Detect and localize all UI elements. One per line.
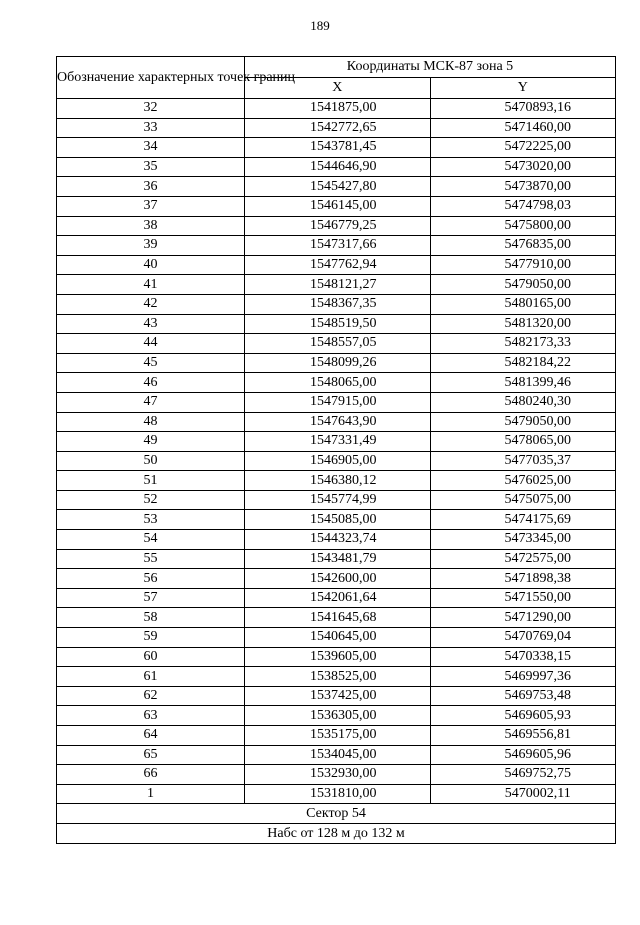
y-coordinate-cell: 5475800,00: [430, 216, 616, 236]
y-coordinate-cell: 5476025,00: [430, 471, 616, 491]
y-coordinate-cell: 5473020,00: [430, 157, 616, 177]
point-cell: 46: [57, 373, 245, 393]
point-cell: 1: [57, 784, 245, 804]
y-coordinate-cell: 5479050,00: [430, 275, 616, 295]
table-row: [57, 255, 616, 275]
point-cell: 47: [57, 392, 245, 412]
point-cell: 39: [57, 236, 245, 256]
table-row: [57, 177, 616, 197]
table-row: [57, 647, 616, 667]
table-row: [57, 373, 616, 393]
x-coordinate-cell: 1536305,00: [245, 706, 431, 726]
y-coordinate-cell: 5472575,00: [430, 549, 616, 569]
table-row: [57, 118, 616, 138]
x-coordinate-cell: 1547317,66: [245, 236, 431, 256]
y-column-header: Y: [430, 78, 616, 99]
x-coordinate-cell: 1548099,26: [245, 353, 431, 373]
x-coordinate-cell: 1547915,00: [245, 392, 431, 412]
x-coordinate-cell: 1547331,49: [245, 432, 431, 452]
y-coordinate-cell: 5471898,38: [430, 569, 616, 589]
point-cell: 66: [57, 765, 245, 785]
x-coordinate-cell: 1546779,25: [245, 216, 431, 236]
x-coordinate-cell: 1532930,00: [245, 765, 431, 785]
y-coordinate-cell: 5469605,93: [430, 706, 616, 726]
table-row: [57, 392, 616, 412]
table-row: [57, 765, 616, 785]
y-coordinate-cell: 5469752,75: [430, 765, 616, 785]
table-row: [57, 667, 616, 687]
x-coordinate-cell: 1543781,45: [245, 138, 431, 158]
point-cell: 43: [57, 314, 245, 334]
point-cell: 44: [57, 334, 245, 354]
table-row: [57, 510, 616, 530]
x-coordinate-cell: 1542061,64: [245, 588, 431, 608]
x-coordinate-cell: 1541645,68: [245, 608, 431, 628]
table-footer: [57, 804, 616, 844]
table-row: [57, 314, 616, 334]
table-row: [57, 490, 616, 510]
coordinates-group-header: Координаты МСК-87 зона 5: [245, 57, 616, 78]
point-cell: 41: [57, 275, 245, 295]
x-coordinate-cell: 1545085,00: [245, 510, 431, 530]
y-coordinate-cell: 5469556,81: [430, 726, 616, 746]
table-row: [57, 569, 616, 589]
point-cell: 58: [57, 608, 245, 628]
x-coordinate-cell: 1541875,00: [245, 99, 431, 119]
table-row: [57, 628, 616, 648]
point-cell: 33: [57, 118, 245, 138]
point-cell: 59: [57, 628, 245, 648]
table-row: [57, 588, 616, 608]
y-coordinate-cell: 5477910,00: [430, 255, 616, 275]
x-coordinate-cell: 1548519,50: [245, 314, 431, 334]
table-body: [57, 99, 616, 804]
point-cell: 38: [57, 216, 245, 236]
sector-label: Сектор 54: [57, 804, 616, 824]
point-cell: 52: [57, 490, 245, 510]
point-cell: 62: [57, 686, 245, 706]
x-coordinate-cell: 1540645,00: [245, 628, 431, 648]
x-coordinate-cell: 1545774,99: [245, 490, 431, 510]
y-coordinate-cell: 5480165,00: [430, 294, 616, 314]
point-cell: 51: [57, 471, 245, 491]
table-row: [57, 686, 616, 706]
table-row: [57, 236, 616, 256]
y-coordinate-cell: 5470338,15: [430, 647, 616, 667]
x-coordinate-cell: 1542600,00: [245, 569, 431, 589]
point-cell: 56: [57, 569, 245, 589]
coordinates-table: [56, 56, 616, 844]
y-coordinate-cell: 5481399,46: [430, 373, 616, 393]
x-coordinate-cell: 1546905,00: [245, 451, 431, 471]
point-cell: 65: [57, 745, 245, 765]
table-row: [57, 216, 616, 236]
x-coordinate-cell: 1546145,00: [245, 196, 431, 216]
point-cell: 48: [57, 412, 245, 432]
y-coordinate-cell: 5471460,00: [430, 118, 616, 138]
point-cell: 63: [57, 706, 245, 726]
x-coordinate-cell: 1546380,12: [245, 471, 431, 491]
table-row: [57, 196, 616, 216]
y-coordinate-cell: 5474175,69: [430, 510, 616, 530]
table-row: [57, 706, 616, 726]
point-cell: 45: [57, 353, 245, 373]
point-cell: 32: [57, 99, 245, 119]
table-row: [57, 412, 616, 432]
x-coordinate-cell: 1542772,65: [245, 118, 431, 138]
y-coordinate-cell: 5479050,00: [430, 412, 616, 432]
y-coordinate-cell: 5469997,36: [430, 667, 616, 687]
point-column-header: Обозначение характерных точек границ: [57, 57, 245, 99]
point-cell: 60: [57, 647, 245, 667]
table-row: [57, 530, 616, 550]
x-coordinate-cell: 1535175,00: [245, 726, 431, 746]
x-coordinate-cell: 1548367,35: [245, 294, 431, 314]
x-column-header: X: [245, 78, 431, 99]
x-coordinate-cell: 1539605,00: [245, 647, 431, 667]
x-coordinate-cell: 1545427,80: [245, 177, 431, 197]
point-cell: 55: [57, 549, 245, 569]
table-row: [57, 451, 616, 471]
y-coordinate-cell: 5477035,37: [430, 451, 616, 471]
y-coordinate-cell: 5471290,00: [430, 608, 616, 628]
y-coordinate-cell: 5473345,00: [430, 530, 616, 550]
x-coordinate-cell: 1531810,00: [245, 784, 431, 804]
page-number: 189: [310, 18, 330, 33]
table-row: [57, 608, 616, 628]
x-coordinate-cell: 1548557,05: [245, 334, 431, 354]
y-coordinate-cell: 5481320,00: [430, 314, 616, 334]
table-row: [57, 745, 616, 765]
point-cell: 37: [57, 196, 245, 216]
y-coordinate-cell: 5482184,22: [430, 353, 616, 373]
x-coordinate-cell: 1537425,00: [245, 686, 431, 706]
table-row: [57, 99, 616, 119]
y-coordinate-cell: 5478065,00: [430, 432, 616, 452]
point-cell: 57: [57, 588, 245, 608]
x-coordinate-cell: 1547643,90: [245, 412, 431, 432]
y-coordinate-cell: 5473870,00: [430, 177, 616, 197]
table-header: [57, 57, 616, 99]
x-coordinate-cell: 1543481,79: [245, 549, 431, 569]
table-row: [57, 138, 616, 158]
y-coordinate-cell: 5474798,03: [430, 196, 616, 216]
y-coordinate-cell: 5470769,04: [430, 628, 616, 648]
point-cell: 64: [57, 726, 245, 746]
table-row: [57, 294, 616, 314]
y-coordinate-cell: 5471550,00: [430, 588, 616, 608]
y-coordinate-cell: 5482173,33: [430, 334, 616, 354]
height-range-label: Набс от 128 м до 132 м: [57, 824, 616, 844]
x-coordinate-cell: 1548065,00: [245, 373, 431, 393]
y-coordinate-cell: 5472225,00: [430, 138, 616, 158]
y-coordinate-cell: 5469605,96: [430, 745, 616, 765]
x-coordinate-cell: 1544646,90: [245, 157, 431, 177]
point-cell: 50: [57, 451, 245, 471]
point-cell: 42: [57, 294, 245, 314]
table-row: [57, 784, 616, 804]
x-coordinate-cell: 1534045,00: [245, 745, 431, 765]
point-cell: 53: [57, 510, 245, 530]
y-coordinate-cell: 5470002,11: [430, 784, 616, 804]
y-coordinate-cell: 5475075,00: [430, 490, 616, 510]
x-coordinate-cell: 1547762,94: [245, 255, 431, 275]
x-coordinate-cell: 1548121,27: [245, 275, 431, 295]
table-row: [57, 471, 616, 491]
y-coordinate-cell: 5469753,48: [430, 686, 616, 706]
table-row: [57, 275, 616, 295]
table-row: [57, 549, 616, 569]
point-cell: 54: [57, 530, 245, 550]
y-coordinate-cell: 5476835,00: [430, 236, 616, 256]
x-coordinate-cell: 1538525,00: [245, 667, 431, 687]
table-row: [57, 432, 616, 452]
table-row: [57, 157, 616, 177]
point-cell: 49: [57, 432, 245, 452]
y-coordinate-cell: 5470893,16: [430, 99, 616, 119]
point-cell: 34: [57, 138, 245, 158]
table-row: [57, 726, 616, 746]
y-coordinate-cell: 5480240,30: [430, 392, 616, 412]
x-coordinate-cell: 1544323,74: [245, 530, 431, 550]
point-cell: 36: [57, 177, 245, 197]
table-row: [57, 334, 616, 354]
point-cell: 61: [57, 667, 245, 687]
table-row: [57, 353, 616, 373]
point-cell: 35: [57, 157, 245, 177]
point-cell: 40: [57, 255, 245, 275]
